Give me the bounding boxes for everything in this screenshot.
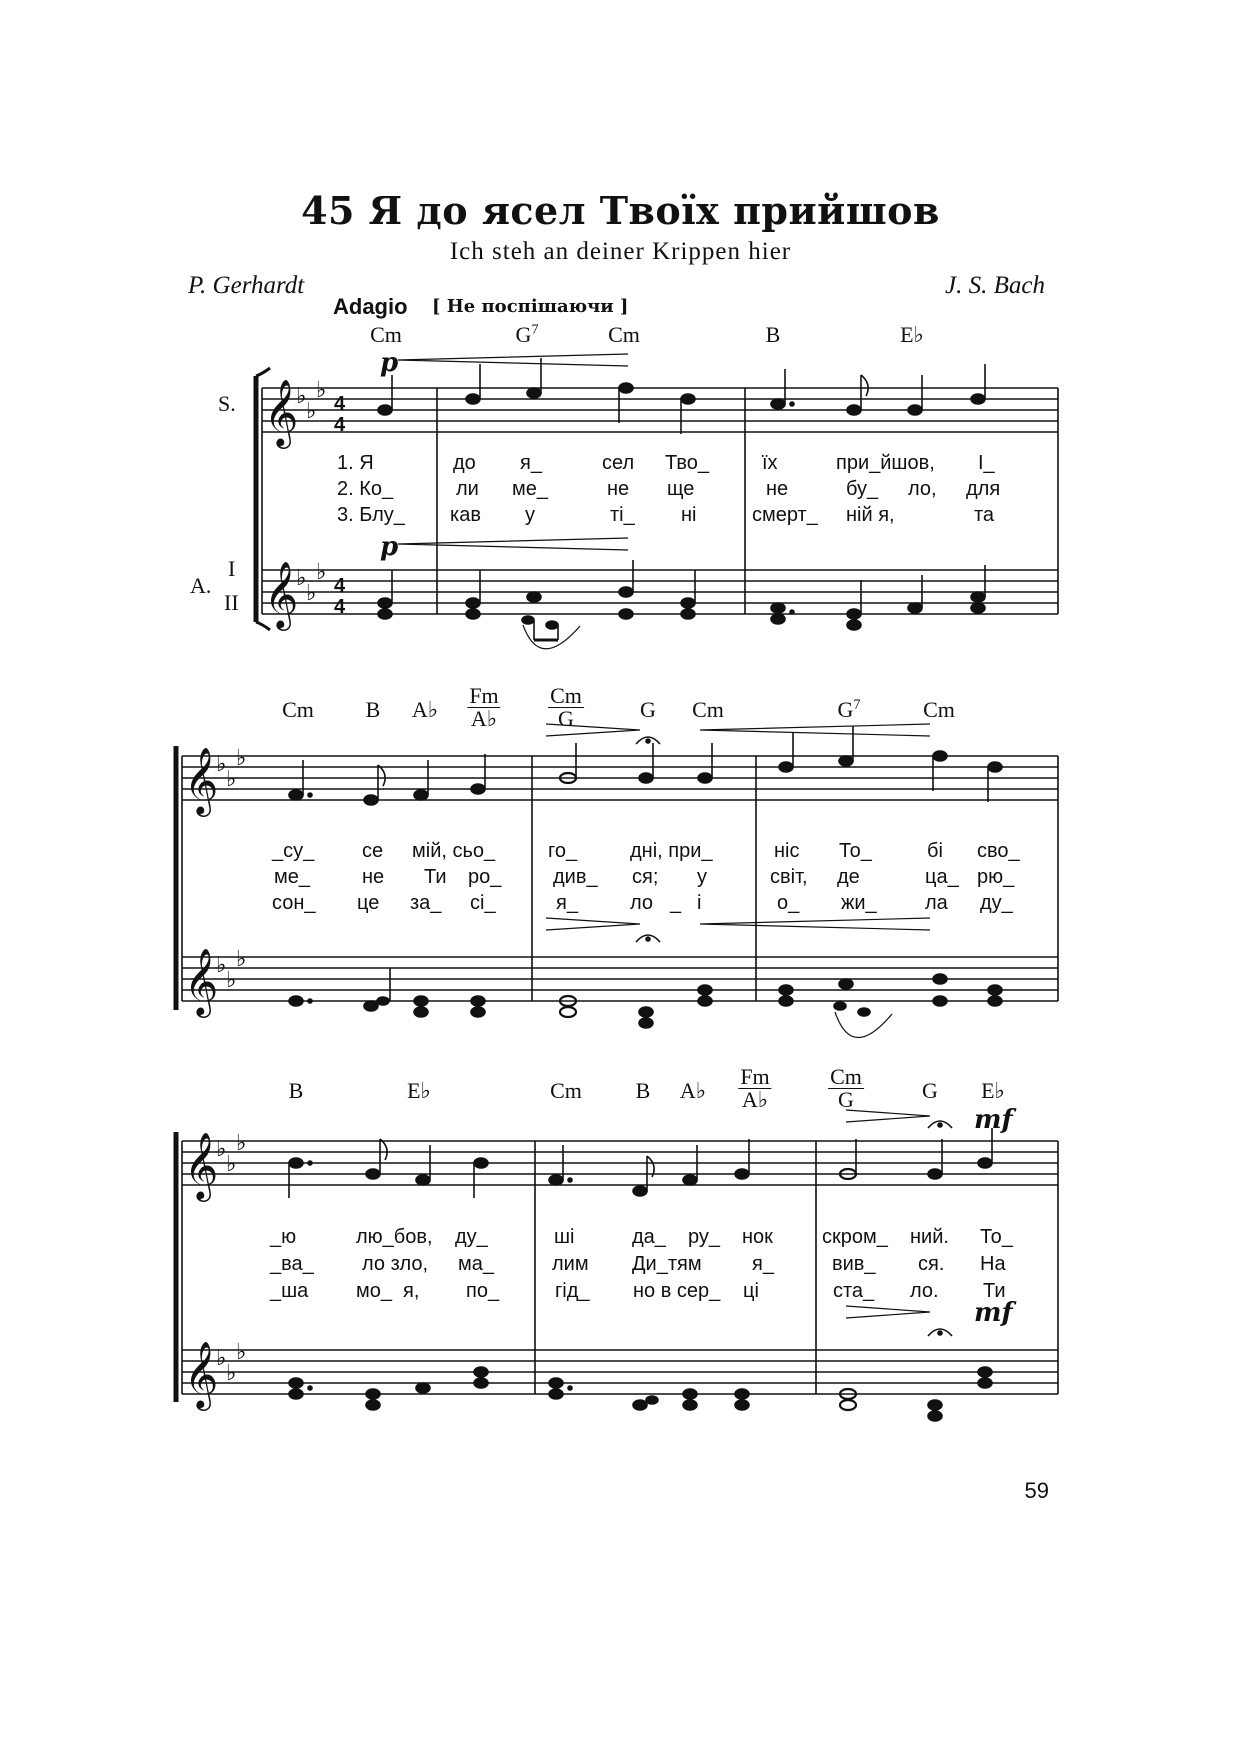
chord-symbol-fraction: $\frac{Cm}{G}$ [550, 683, 582, 731]
lyric-syllable: ма_ [458, 1253, 494, 1275]
alto-staff [182, 1350, 1058, 1394]
lyric-syllable: _ю [270, 1226, 297, 1248]
svg-text:𝄞: 𝄞 [264, 560, 299, 628]
lyric-syllable: ще [667, 478, 695, 500]
lyric-syllable: і [697, 892, 702, 914]
svg-text:4: 4 [334, 393, 346, 415]
lyric-syllable: я, [403, 1280, 420, 1302]
lyric-syllable: ру_ [688, 1226, 721, 1248]
lyric-syllable: 1. Я [337, 452, 374, 474]
lyric-syllable: ро_ [468, 866, 502, 888]
lyric-syllable: я_ [752, 1253, 774, 1275]
lyric-syllable: То_ [839, 840, 872, 862]
lyric-syllable: я_ [520, 452, 542, 474]
lyric-syllable: сел [602, 452, 635, 474]
soprano-staff [182, 1141, 1058, 1185]
lyric-syllable: сі_ [470, 892, 496, 914]
lyric-syllable: для [966, 478, 1001, 500]
lyric-syllable: де [837, 866, 860, 888]
svg-text:4: 4 [334, 414, 346, 436]
svg-text:𝄞: 𝄞 [264, 378, 299, 446]
lyric-syllable: бу_ [846, 478, 879, 500]
lyric-syllable: го_ [548, 840, 578, 862]
lyric-syllable: 3. Блу_ [337, 504, 405, 526]
lyric-syllable: се [362, 840, 384, 862]
lyric-syllable: ла [925, 892, 948, 914]
lyric-syllable: та [974, 504, 995, 526]
lyric-syllable: ло, [908, 478, 937, 500]
lyric-syllable: ся; [632, 866, 659, 888]
lyric-syllable: 2. Ко_ [337, 478, 394, 500]
chord-symbol: B [765, 322, 781, 347]
lyric-syllable: Тво_ [665, 452, 709, 474]
lyric-syllable: _ [670, 892, 682, 914]
barlines [262, 388, 1058, 614]
lyric-syllable: ца_ [925, 866, 959, 888]
lyric-syllable: сон_ [272, 892, 316, 914]
alto-staff [182, 957, 1058, 1001]
lyric-syllable: лю_бов, [356, 1226, 433, 1248]
treble-clef [184, 746, 218, 1018]
chord-symbol: B [288, 1078, 304, 1103]
lyric-syllable: сво_ [977, 840, 1020, 862]
chord-symbol-fraction: $\frac{Fm}{A♭}$ [469, 683, 499, 731]
svg-text:♭: ♭ [226, 1361, 237, 1386]
svg-text:♭: ♭ [306, 399, 317, 424]
chord-symbol: Cm [370, 322, 402, 347]
svg-text:♭: ♭ [316, 378, 327, 403]
chord-symbol: Cm [608, 322, 640, 347]
chord-symbol: Cm [550, 1078, 582, 1103]
chord-symbol: A♭ [411, 697, 439, 722]
lyric-syllable: це [357, 892, 380, 914]
svg-text:𝄞: 𝄞 [184, 1340, 219, 1408]
page-subtitle: Ich steh an deiner Krippen hier [449, 238, 792, 265]
lyric-syllable: _ва_ [270, 1253, 314, 1275]
soprano-notes [378, 358, 985, 434]
chord-symbol: G [640, 697, 656, 722]
lyric-syllable: вив_ [832, 1253, 876, 1275]
key-signature-flats [296, 378, 326, 606]
lyric-syllable: ло зло, [362, 1253, 429, 1275]
lyric-syllable: ду_ [980, 892, 1013, 914]
svg-text:♭: ♭ [216, 1137, 227, 1162]
lyric-syllable: по_ [466, 1280, 500, 1302]
time-signature [334, 393, 346, 618]
lyric-syllable: див_ [553, 866, 598, 888]
tempo-marking-ukrainian: [ Не поспішаючи ] [432, 296, 629, 317]
page-title: 45 Я до ясел Твоїх прийшов [301, 188, 940, 233]
fermata [928, 1121, 952, 1336]
svg-text:♭: ♭ [306, 581, 317, 606]
lyric-syllable: Ти [983, 1280, 1006, 1302]
lyric-syllable: То_ [980, 1226, 1013, 1248]
lyric-syllable: бі [927, 840, 943, 862]
chord-symbol: E♭ [981, 1078, 1005, 1103]
dynamic-mezzoforte: mf [974, 1298, 1013, 1328]
lyric-syllable: ні [681, 504, 697, 526]
lyric-syllable: Ти [424, 866, 447, 888]
lyric-syllable: ло [630, 892, 654, 914]
barlines [182, 1141, 1058, 1394]
lyric-syllable: рю_ [977, 866, 1015, 888]
svg-text:♭: ♭ [296, 384, 307, 409]
lyric-syllable: ній я, [846, 504, 895, 526]
barlines [182, 756, 1058, 1001]
lyric-syllable: до [453, 452, 476, 474]
lyric-syllable: ста_ [833, 1280, 875, 1302]
svg-text:4: 4 [334, 575, 346, 597]
page-number: 59 [1024, 1478, 1049, 1503]
alto-lower-label: II [224, 590, 239, 615]
lyric-syllable: На [980, 1253, 1006, 1275]
lyric-syllable: но в сер_ [633, 1280, 721, 1302]
fermata [636, 737, 660, 942]
chord-symbol: Cm [282, 697, 314, 722]
svg-text:♭: ♭ [226, 1152, 237, 1177]
dynamic-piano: p [380, 532, 399, 562]
lyric-syllable: ме_ [512, 478, 548, 500]
composer-credit: J. S. Bach [945, 272, 1045, 299]
lyric-syllable: ли [456, 478, 479, 500]
lyric-syllable: у [697, 866, 707, 888]
lyric-syllable: я_ [556, 892, 578, 914]
chord-symbol: $G^7$ [515, 322, 539, 347]
lyric-syllable: у [525, 504, 535, 526]
lyric-syllable: мій, сьо_ [412, 840, 496, 862]
lyric-syllable: ло. [910, 1280, 939, 1302]
svg-text:♭: ♭ [296, 566, 307, 591]
lyric-syllable: не [362, 866, 385, 888]
lyric-syllable: ду_ [455, 1226, 488, 1248]
tempo-marking: Adagio [333, 294, 408, 319]
svg-text:♭: ♭ [236, 746, 247, 771]
soprano-label: S. [218, 391, 236, 416]
dynamic-piano: p [380, 348, 399, 378]
lyric-syllable: ме_ [274, 866, 310, 888]
svg-text:♭: ♭ [216, 953, 227, 978]
lyric-syllable: ний. [910, 1226, 949, 1248]
lyric-syllable: о_ [777, 892, 800, 914]
dynamic-mezzoforte: mf [974, 1105, 1013, 1135]
lyric-syllable: нок [742, 1226, 773, 1248]
alto-upper-label: I [228, 556, 236, 581]
lyric-syllable: за_ [410, 892, 442, 914]
lyric-syllable: І_ [978, 452, 995, 474]
svg-text:♭: ♭ [226, 767, 237, 792]
svg-text:𝄞: 𝄞 [184, 947, 219, 1015]
chord-symbol: G [922, 1078, 938, 1103]
soprano-staff [182, 756, 1058, 800]
chord-symbol: B [365, 697, 381, 722]
treble-clef [264, 378, 298, 631]
svg-text:♭: ♭ [236, 1340, 247, 1365]
lyric-syllable: світ, [770, 866, 808, 888]
chord-symbol: B [635, 1078, 651, 1103]
svg-text:♭: ♭ [216, 1346, 227, 1371]
lyric-syllable: дні, при_ [630, 840, 713, 862]
chord-symbol: A♭ [679, 1078, 707, 1103]
svg-text:♭: ♭ [226, 968, 237, 993]
lyric-syllable: лим [552, 1253, 589, 1275]
svg-text:𝄞: 𝄞 [184, 746, 219, 814]
lyric-syllable: при_йшов, [836, 452, 935, 474]
lyric-syllable: кав [450, 504, 481, 526]
lyric-syllable: _ша [270, 1280, 309, 1302]
lyric-syllable: _су_ [272, 840, 315, 862]
alto-notes [378, 560, 985, 649]
chord-symbol-fraction: $\frac{Cm}{G}$ [830, 1064, 862, 1112]
key-signature-flats [216, 1131, 246, 1386]
lyric-syllable: да_ [632, 1226, 666, 1248]
lyric-syllable: гід_ [555, 1280, 590, 1302]
crescendo-hairpin [398, 354, 628, 550]
lyric-syllable: Ди_тям [632, 1253, 702, 1275]
lyric-syllable: жи_ [841, 892, 877, 914]
chord-symbol: Cm [923, 697, 955, 722]
lyric-syllable: не [607, 478, 630, 500]
lyric-syllable: ся. [918, 1253, 945, 1275]
svg-text:♭: ♭ [236, 1131, 247, 1156]
lyric-syllable: скром_ [822, 1226, 888, 1248]
chord-symbol: E♭ [407, 1078, 431, 1103]
svg-text:𝄞: 𝄞 [184, 1131, 219, 1199]
lyric-syllable: не [766, 478, 789, 500]
lyric-syllable: ці [743, 1280, 759, 1302]
treble-clef [184, 1131, 218, 1411]
key-signature-flats [216, 746, 246, 993]
svg-text:♭: ♭ [316, 560, 327, 585]
chord-symbol: Cm [692, 697, 724, 722]
chord-symbol: E♭ [900, 322, 924, 347]
svg-text:♭: ♭ [236, 947, 247, 972]
lyric-syllable: ті_ [610, 504, 635, 526]
lyric-syllable: ші [554, 1226, 575, 1248]
lyric-syllable: мо_ [356, 1280, 392, 1302]
lyric-syllable: ніс [774, 840, 800, 862]
chord-symbol: $G^7$ [837, 697, 861, 722]
dynamic-hairpins [546, 724, 930, 930]
svg-text:4: 4 [334, 596, 346, 618]
poet-credit: P. Gerhardt [188, 272, 305, 299]
lyric-syllable: їх [762, 452, 778, 474]
chord-symbol-fraction: $\frac{Fm}{A♭}$ [740, 1064, 770, 1112]
alto-label: A. [190, 573, 212, 598]
svg-text:♭: ♭ [216, 752, 227, 777]
lyric-syllable: смерт_ [752, 504, 818, 526]
